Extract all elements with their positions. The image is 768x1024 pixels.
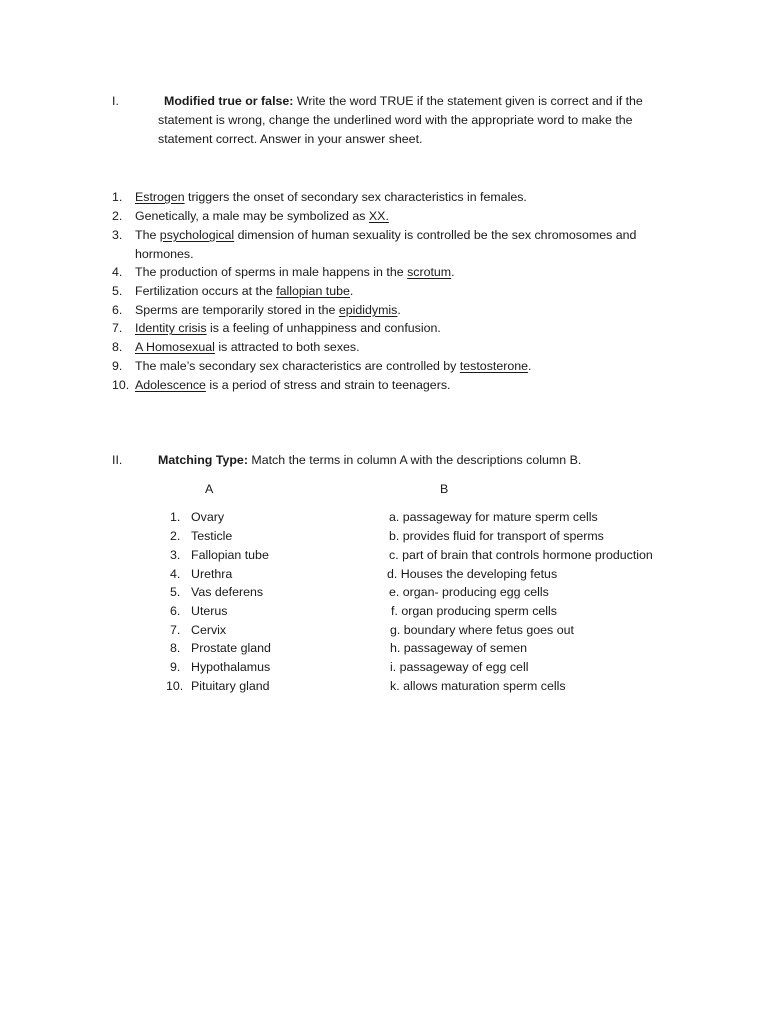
underlined-word: scrotum bbox=[407, 265, 452, 279]
term-number: 4. bbox=[170, 567, 181, 581]
description: a. passageway for mature sperm cells bbox=[389, 510, 598, 524]
section-1-instruction-line-2: statement is wrong, change the underlined word with the appropriate word to make the bbox=[158, 113, 633, 127]
term-number: 7. bbox=[170, 623, 181, 637]
underlined-word: Estrogen bbox=[135, 190, 185, 204]
term: Hypothalamus bbox=[191, 660, 271, 674]
description: g. boundary where fetus goes out bbox=[390, 623, 574, 637]
statement-text: triggers the onset of secondary sex characteristics in females. bbox=[184, 190, 527, 204]
term: Testicle bbox=[191, 529, 233, 543]
description: b. provides fluid for transport of sperms bbox=[389, 529, 604, 543]
statement-text: The bbox=[135, 228, 160, 242]
section-2-heading: Matching Type: bbox=[158, 453, 248, 467]
statement-text: . bbox=[397, 303, 401, 317]
item-number: 5. bbox=[112, 284, 123, 298]
description: i. passageway of egg cell bbox=[390, 660, 529, 674]
column-b-header: B bbox=[440, 482, 449, 496]
section-1-instruction-line-3: statement correct. Answer in your answer sheet. bbox=[158, 132, 423, 146]
description: h. passageway of semen bbox=[390, 641, 528, 655]
statement-text: is attracted to both sexes. bbox=[214, 340, 360, 354]
term: Pituitary gland bbox=[191, 679, 270, 693]
term: Fallopian tube bbox=[191, 548, 269, 562]
term: Prostate gland bbox=[191, 641, 271, 655]
term-number: 3. bbox=[170, 548, 181, 562]
underlined-word: fallopian tube bbox=[276, 284, 350, 298]
underlined-word: testosterone bbox=[459, 359, 529, 373]
item-statement bbox=[135, 226, 636, 244]
statement-text: . bbox=[528, 359, 532, 373]
statement-text: The production of sperms in male happens in the bbox=[135, 265, 408, 279]
column-a-header: A bbox=[205, 482, 214, 496]
item-statement bbox=[135, 188, 527, 206]
term: Cervix bbox=[191, 623, 227, 637]
item-number: 8. bbox=[112, 340, 123, 354]
term-number: 1. bbox=[170, 510, 181, 524]
term: Uterus bbox=[191, 604, 228, 618]
item-statement bbox=[135, 263, 455, 281]
item-statement bbox=[135, 376, 450, 394]
statement-text: Genetically, a male may be symbolized as bbox=[135, 209, 369, 223]
section-1-instruction-text: Write the word TRUE if the statement given is correct and if the bbox=[293, 94, 643, 108]
item-number: 3. bbox=[112, 228, 123, 242]
description: k. allows maturation sperm cells bbox=[390, 679, 566, 693]
term-number: 9. bbox=[170, 660, 181, 674]
item-number: 4. bbox=[112, 265, 123, 279]
section-2-instruction bbox=[158, 451, 581, 469]
term: Ovary bbox=[191, 510, 225, 524]
item-statement bbox=[135, 357, 531, 375]
term-number: 8. bbox=[170, 641, 181, 655]
section-2-numeral: II. bbox=[112, 453, 123, 467]
statement-text: is a period of stress and strain to teenagers. bbox=[205, 378, 451, 392]
item-number: 9. bbox=[112, 359, 123, 373]
statement-text: Sperms are temporarily stored in the bbox=[135, 303, 339, 317]
description: f. organ producing sperm cells bbox=[391, 604, 557, 618]
statement-text: The male’s secondary sex characteristics are controlled by bbox=[135, 359, 460, 373]
description: d. Houses the developing fetus bbox=[387, 567, 558, 581]
term-number: 5. bbox=[170, 585, 181, 599]
term: Vas deferens bbox=[191, 585, 264, 599]
section-1-numeral: I. bbox=[112, 94, 119, 108]
term-number: 2. bbox=[170, 529, 181, 543]
underlined-word: A Homosexual bbox=[135, 340, 215, 354]
item-number: 2. bbox=[112, 209, 123, 223]
item-statement bbox=[135, 319, 441, 337]
section-2-instruction-text: Match the terms in column A with the descriptions column B. bbox=[247, 453, 582, 467]
statement-text: Fertilization occurs at the bbox=[135, 284, 277, 298]
underlined-word: XX. bbox=[368, 209, 389, 223]
item-statement bbox=[135, 338, 360, 356]
statement-text: . bbox=[349, 284, 354, 298]
section-1-heading: Modified true or false: bbox=[164, 94, 294, 108]
description: e. organ- producing egg cells bbox=[389, 585, 549, 599]
term-number: 10. bbox=[166, 679, 184, 693]
term-number: 6. bbox=[170, 604, 181, 618]
underlined-word: Identity crisis bbox=[135, 321, 207, 335]
item-statement bbox=[135, 245, 194, 263]
item-number: 6. bbox=[112, 303, 123, 317]
section-1-instruction-line-1 bbox=[164, 92, 643, 110]
underlined-word: Adolescence bbox=[135, 378, 206, 392]
statement-text: dimension of human sexuality is controlled be the sex chromosomes and bbox=[234, 228, 637, 242]
statement-text: hormones. bbox=[135, 247, 194, 261]
item-number: 10. bbox=[112, 378, 130, 392]
statement-text: is a feeling of unhappiness and confusion. bbox=[206, 321, 441, 335]
term: Urethra bbox=[191, 567, 233, 581]
underlined-word: epididymis bbox=[338, 303, 398, 317]
underlined-word: psychological bbox=[159, 228, 235, 242]
item-number: 7. bbox=[112, 321, 123, 335]
item-statement bbox=[135, 301, 401, 319]
item-statement bbox=[135, 282, 353, 300]
item-number: 1. bbox=[112, 190, 123, 204]
description: c. part of brain that controls hormone production bbox=[389, 548, 653, 562]
item-statement bbox=[135, 207, 389, 225]
statement-text: . bbox=[451, 265, 455, 279]
